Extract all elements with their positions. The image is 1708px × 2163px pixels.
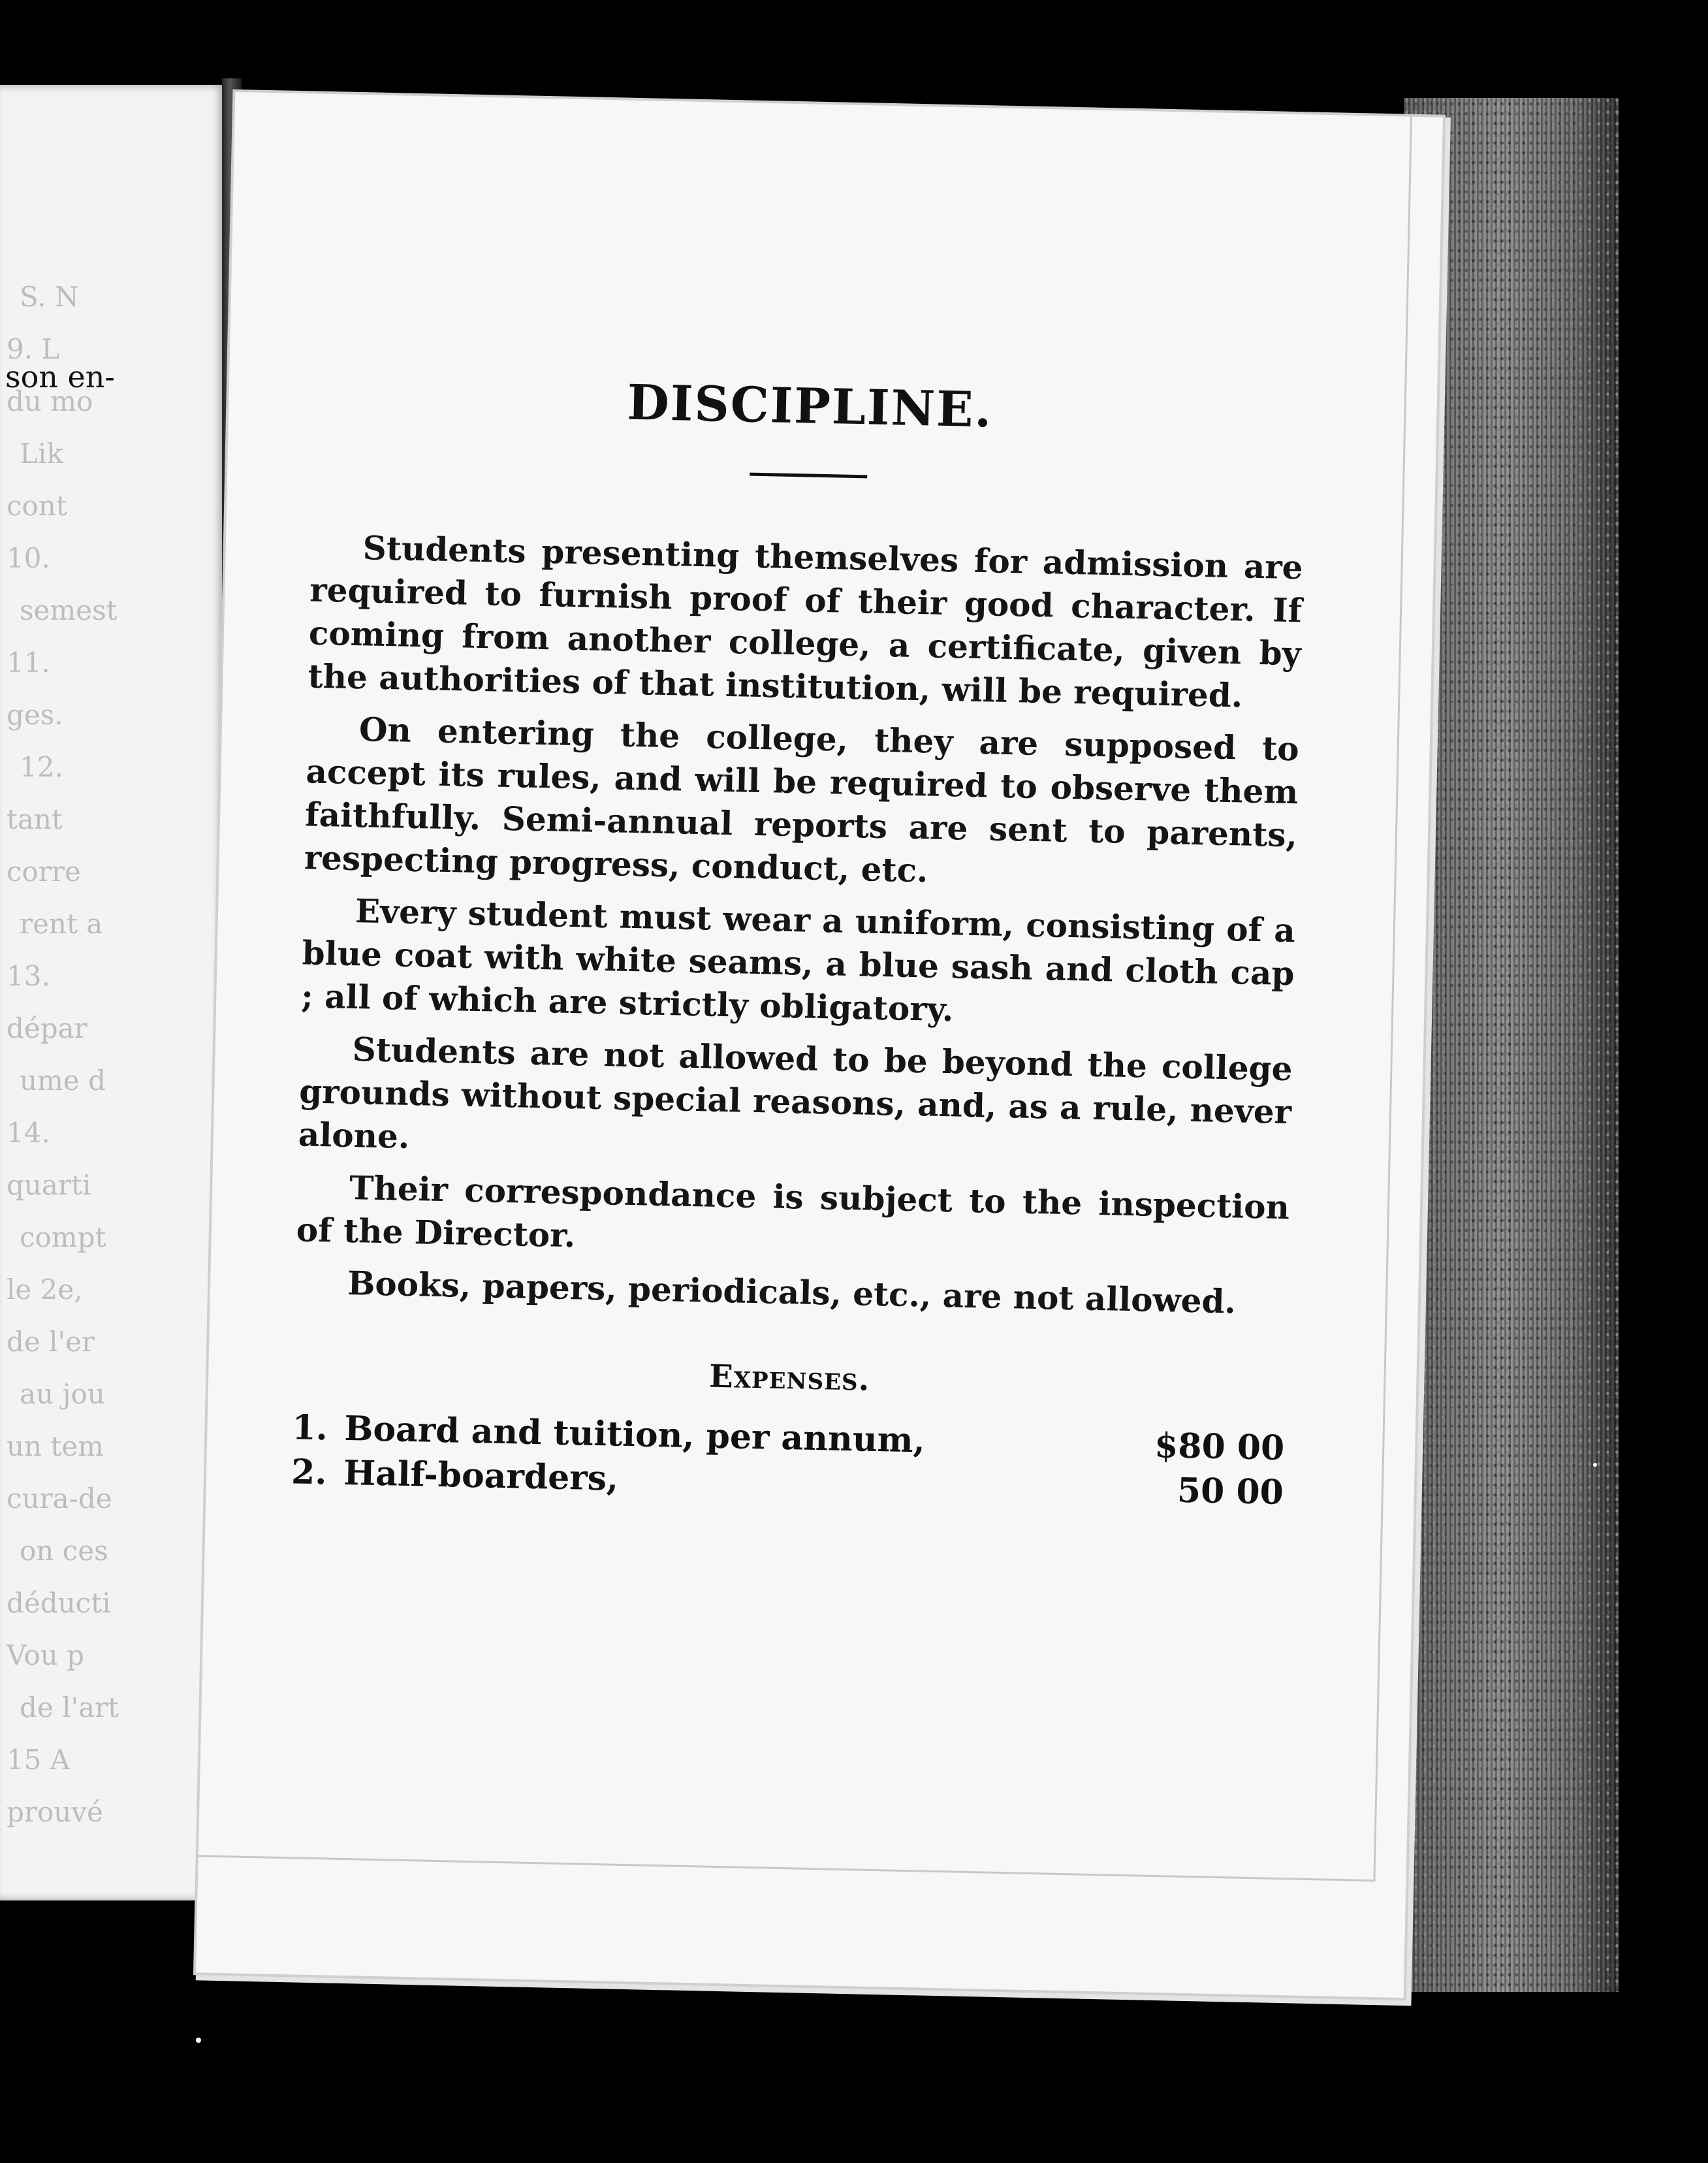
- expenses-heading: Expenses.: [708, 1358, 870, 1398]
- left-page-ghost-line: cura-de: [7, 1482, 112, 1514]
- left-page-ghost-line: ges.: [7, 699, 63, 731]
- page-title: DISCIPLINE.: [626, 374, 994, 439]
- film-speck: [1593, 1463, 1597, 1467]
- left-page-ghost-line: dépar: [7, 1012, 87, 1044]
- title-rule: [750, 473, 867, 479]
- left-page-ghost-line: prouvé: [7, 1796, 103, 1828]
- left-page-ghost-line: tant: [7, 803, 63, 835]
- left-page-ghost-line: Lik: [20, 438, 63, 470]
- expense-number: 1.: [291, 1407, 328, 1449]
- left-page-ghost-line: 10.: [7, 542, 50, 574]
- left-page-ghost-line: 15 A: [7, 1744, 71, 1776]
- main-page: [196, 92, 1443, 1998]
- left-page-ghost-line: au jou: [20, 1378, 105, 1410]
- left-page-fragment: son en-: [5, 359, 115, 394]
- paragraph-grounds: Students are not allowed to be beyond the college grounds without special reasons, and, as a rule, never alone.: [298, 1030, 1293, 1156]
- left-page-ghost-line: déducti: [7, 1587, 111, 1619]
- left-page-ghost-line: ume d: [20, 1065, 106, 1097]
- film-speck: [196, 2038, 201, 2043]
- left-page-ghost-line: cont: [7, 490, 67, 522]
- expense-number: 2.: [291, 1452, 328, 1493]
- page-content: [291, 368, 1306, 1515]
- left-page-ghost-line: corre: [7, 856, 81, 888]
- paragraph-correspondance: Their correspondance is subject to the inspection of the Director.: [296, 1168, 1290, 1255]
- paragraph-rules: On entering the college, they are supposed to accept its rules, and will be required to observe them faithfully. Semi-annual reports are sent to parents, respecting progress, conduct, etc.: [304, 710, 1300, 890]
- left-page-ghost-line: 14.: [7, 1117, 50, 1149]
- left-page-ghost-line: de l'art: [20, 1691, 119, 1723]
- left-page-ghost-line: 12.: [20, 751, 63, 783]
- left-page-ghost-line: du mo: [7, 385, 93, 417]
- left-page-ghost-line: on ces: [20, 1535, 108, 1567]
- left-page-ghost-line: 13.: [7, 960, 50, 992]
- paragraph-books: Books, papers, periodicals, etc., are not allowed.: [347, 1263, 1237, 1321]
- left-page-ghost-line: 11.: [7, 647, 50, 679]
- expense-amount: 50 00: [1177, 1470, 1284, 1513]
- left-page-ghost-line: le 2e,: [7, 1274, 83, 1306]
- left-facing-page: [0, 85, 225, 1900]
- left-page-ghost-line: de l'er: [7, 1326, 95, 1358]
- expense-label: Half-boarders,: [343, 1452, 619, 1499]
- left-page-ghost-line: S. N: [20, 281, 79, 313]
- expense-amount: $80 00: [1154, 1425, 1285, 1469]
- left-page-ghost-line: Vou p: [7, 1639, 85, 1671]
- left-page-ghost-line: compt: [20, 1221, 106, 1253]
- left-page-ghost-line: 9. L: [7, 333, 60, 365]
- paragraph-admission: Students presenting themselves for admission are required to furnish proof of their good character. If coming from another college, a certificate, given by the authorities of that institution, will be required.: [308, 528, 1304, 715]
- left-page-ghost-line: quarti: [7, 1169, 91, 1201]
- left-page-ghost-line: semest: [20, 594, 118, 626]
- expense-label: Board and tuition, per annum,: [343, 1408, 926, 1461]
- left-page-ghost-line: un tem: [7, 1430, 104, 1462]
- paragraph-uniform: Every student must wear a uniform, consisting of a blue coat with white seams, a blue sash and cloth cap ; all of which are strictly obligatory.: [300, 891, 1296, 1029]
- left-page-ghost-line: rent a: [20, 908, 103, 940]
